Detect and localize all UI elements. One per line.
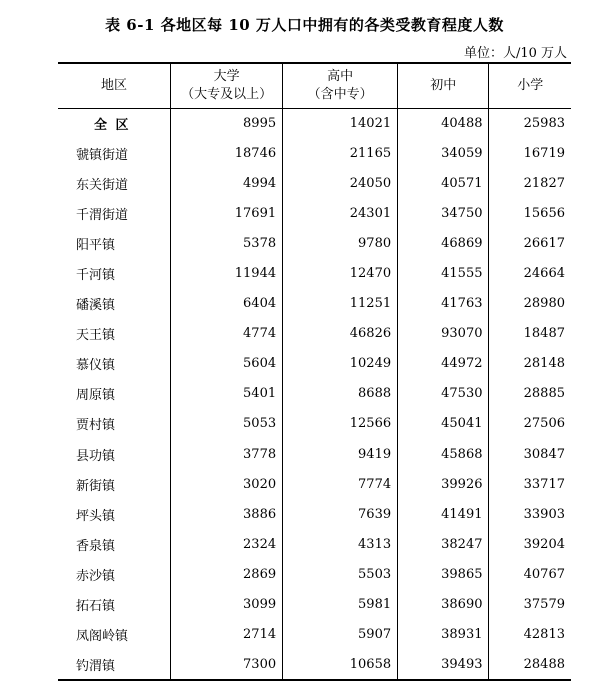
table-row — [58, 198, 571, 228]
row-highschool: 9780 — [283, 228, 398, 258]
header-middle — [398, 63, 489, 108]
row-university: 5401 — [171, 379, 283, 409]
table-row — [58, 379, 571, 409]
row-university: 5604 — [171, 349, 283, 379]
row-university: 2869 — [171, 559, 283, 589]
row-region: 周原镇 — [58, 379, 171, 409]
row-primary: 33903 — [523, 506, 565, 522]
row-highschool: 5981 — [283, 590, 398, 620]
row-highschool: 11251 — [283, 289, 398, 319]
row-university: 3778 — [171, 439, 283, 469]
row-highschool: 10658 — [283, 650, 398, 680]
row-university: 8995 — [171, 108, 283, 138]
row-primary: 39204 — [523, 536, 565, 552]
table-row — [58, 590, 571, 620]
row-middle: 45041 — [398, 409, 489, 439]
row-region: 全 区 — [58, 108, 171, 138]
row-university: 6404 — [171, 289, 283, 319]
row-middle: 41491 — [398, 499, 489, 529]
row-university: 3020 — [171, 469, 283, 499]
row-middle: 45868 — [398, 439, 489, 469]
row-primary: 28885 — [523, 386, 565, 402]
row-university: 4994 — [171, 168, 283, 198]
row-university: 5378 — [171, 228, 283, 258]
row-university: 2714 — [171, 620, 283, 650]
row-primary: 28148 — [523, 356, 565, 372]
row-region: 坪头镇 — [58, 499, 171, 529]
header-university — [171, 63, 283, 108]
row-primary: 37579 — [523, 597, 565, 613]
table-row — [58, 559, 571, 589]
row-middle: 38931 — [398, 620, 489, 650]
row-primary: 25983 — [523, 115, 565, 131]
table-row — [58, 108, 571, 138]
row-region: 凤阁岭镇 — [58, 620, 171, 650]
row-university: 7300 — [171, 650, 283, 680]
row-university: 3886 — [171, 499, 283, 529]
row-region: 县功镇 — [58, 439, 171, 469]
table-row — [58, 620, 571, 650]
row-primary: 28980 — [523, 296, 565, 312]
row-region: 贾村镇 — [58, 409, 171, 439]
row-primary: 40767 — [523, 566, 565, 582]
row-primary: 30847 — [523, 446, 565, 462]
row-highschool: 24050 — [283, 168, 398, 198]
row-middle: 41555 — [398, 258, 489, 288]
table-title: 表 6-1 各地区每 10 万人口中拥有的各类受教育程度人数 — [105, 16, 504, 34]
header-middle-label: 初中 — [430, 77, 457, 93]
header-highschool — [283, 63, 398, 108]
row-highschool: 5907 — [283, 620, 398, 650]
header-highschool-sub: （含中专） — [307, 86, 373, 102]
education-table — [58, 62, 571, 681]
row-highschool: 24301 — [283, 198, 398, 228]
row-middle: 39493 — [398, 650, 489, 680]
row-highschool: 5503 — [283, 559, 398, 589]
table-row — [58, 409, 571, 439]
table-row — [58, 439, 571, 469]
row-region: 香泉镇 — [58, 529, 171, 559]
row-middle: 38690 — [398, 590, 489, 620]
row-university: 2324 — [171, 529, 283, 559]
row-region: 钓渭镇 — [58, 650, 171, 680]
row-highschool: 7774 — [283, 469, 398, 499]
row-highschool: 46826 — [283, 319, 398, 349]
row-highschool: 4313 — [283, 529, 398, 559]
row-middle: 34059 — [398, 138, 489, 168]
table-row — [58, 258, 571, 288]
row-region: 天王镇 — [58, 319, 171, 349]
row-university: 18746 — [171, 138, 283, 168]
row-highschool: 7639 — [283, 499, 398, 529]
row-region: 千渭街道 — [58, 198, 171, 228]
row-highschool: 8688 — [283, 379, 398, 409]
row-region: 千河镇 — [58, 258, 171, 288]
header-highschool-label: 高中 — [327, 68, 354, 84]
header-university-sub: （大专及以上） — [181, 86, 273, 102]
header-primary-label: 小学 — [517, 77, 544, 93]
row-primary: 33717 — [523, 476, 565, 492]
row-region: 新街镇 — [58, 469, 171, 499]
row-primary: 24664 — [523, 266, 565, 282]
row-university: 3099 — [171, 590, 283, 620]
row-region: 慕仪镇 — [58, 349, 171, 379]
header-region — [58, 63, 171, 108]
row-university: 5053 — [171, 409, 283, 439]
row-university: 4774 — [171, 319, 283, 349]
row-university: 11944 — [171, 258, 283, 288]
table-row — [58, 499, 571, 529]
row-middle: 34750 — [398, 198, 489, 228]
table-body — [58, 108, 571, 680]
row-region: 虢镇街道 — [58, 138, 171, 168]
row-primary: 27506 — [523, 416, 565, 432]
row-primary: 42813 — [523, 627, 565, 643]
row-middle: 93070 — [398, 319, 489, 349]
row-middle: 38247 — [398, 529, 489, 559]
row-middle: 41763 — [398, 289, 489, 319]
row-highschool: 12566 — [283, 409, 398, 439]
row-highschool: 10249 — [283, 349, 398, 379]
row-region: 拓石镇 — [58, 590, 171, 620]
table-row — [58, 228, 571, 258]
table-row — [58, 349, 571, 379]
table-row — [58, 289, 571, 319]
row-middle: 46869 — [398, 228, 489, 258]
row-middle: 39865 — [398, 559, 489, 589]
table-row — [58, 529, 571, 559]
row-primary: 21827 — [523, 175, 565, 191]
row-middle: 40488 — [398, 108, 489, 138]
row-primary: 16719 — [523, 145, 565, 161]
row-middle: 39926 — [398, 469, 489, 499]
unit-label: 单位：人/10 万人 — [463, 46, 567, 61]
row-middle: 44972 — [398, 349, 489, 379]
table-row — [58, 650, 571, 680]
row-highschool: 9419 — [283, 439, 398, 469]
table-row — [58, 469, 571, 499]
header-region-label: 地区 — [101, 77, 128, 93]
table-row — [58, 168, 571, 198]
row-middle: 40571 — [398, 168, 489, 198]
row-region: 东关街道 — [58, 168, 171, 198]
row-highschool: 14021 — [283, 108, 398, 138]
row-university: 17691 — [171, 198, 283, 228]
row-region: 磻溪镇 — [58, 289, 171, 319]
header-row — [58, 63, 571, 108]
row-primary: 26617 — [523, 235, 565, 251]
row-primary: 15656 — [523, 205, 565, 221]
row-primary: 28488 — [523, 656, 565, 672]
row-middle: 47530 — [398, 379, 489, 409]
header-university-label: 大学 — [213, 68, 240, 84]
row-primary: 18487 — [523, 326, 565, 342]
table-row — [58, 319, 571, 349]
row-region: 阳平镇 — [58, 228, 171, 258]
header-primary — [489, 63, 571, 108]
table-row — [58, 138, 571, 168]
row-highschool: 21165 — [283, 138, 398, 168]
row-highschool: 12470 — [283, 258, 398, 288]
row-region: 赤沙镇 — [58, 559, 171, 589]
table-header — [58, 63, 571, 108]
